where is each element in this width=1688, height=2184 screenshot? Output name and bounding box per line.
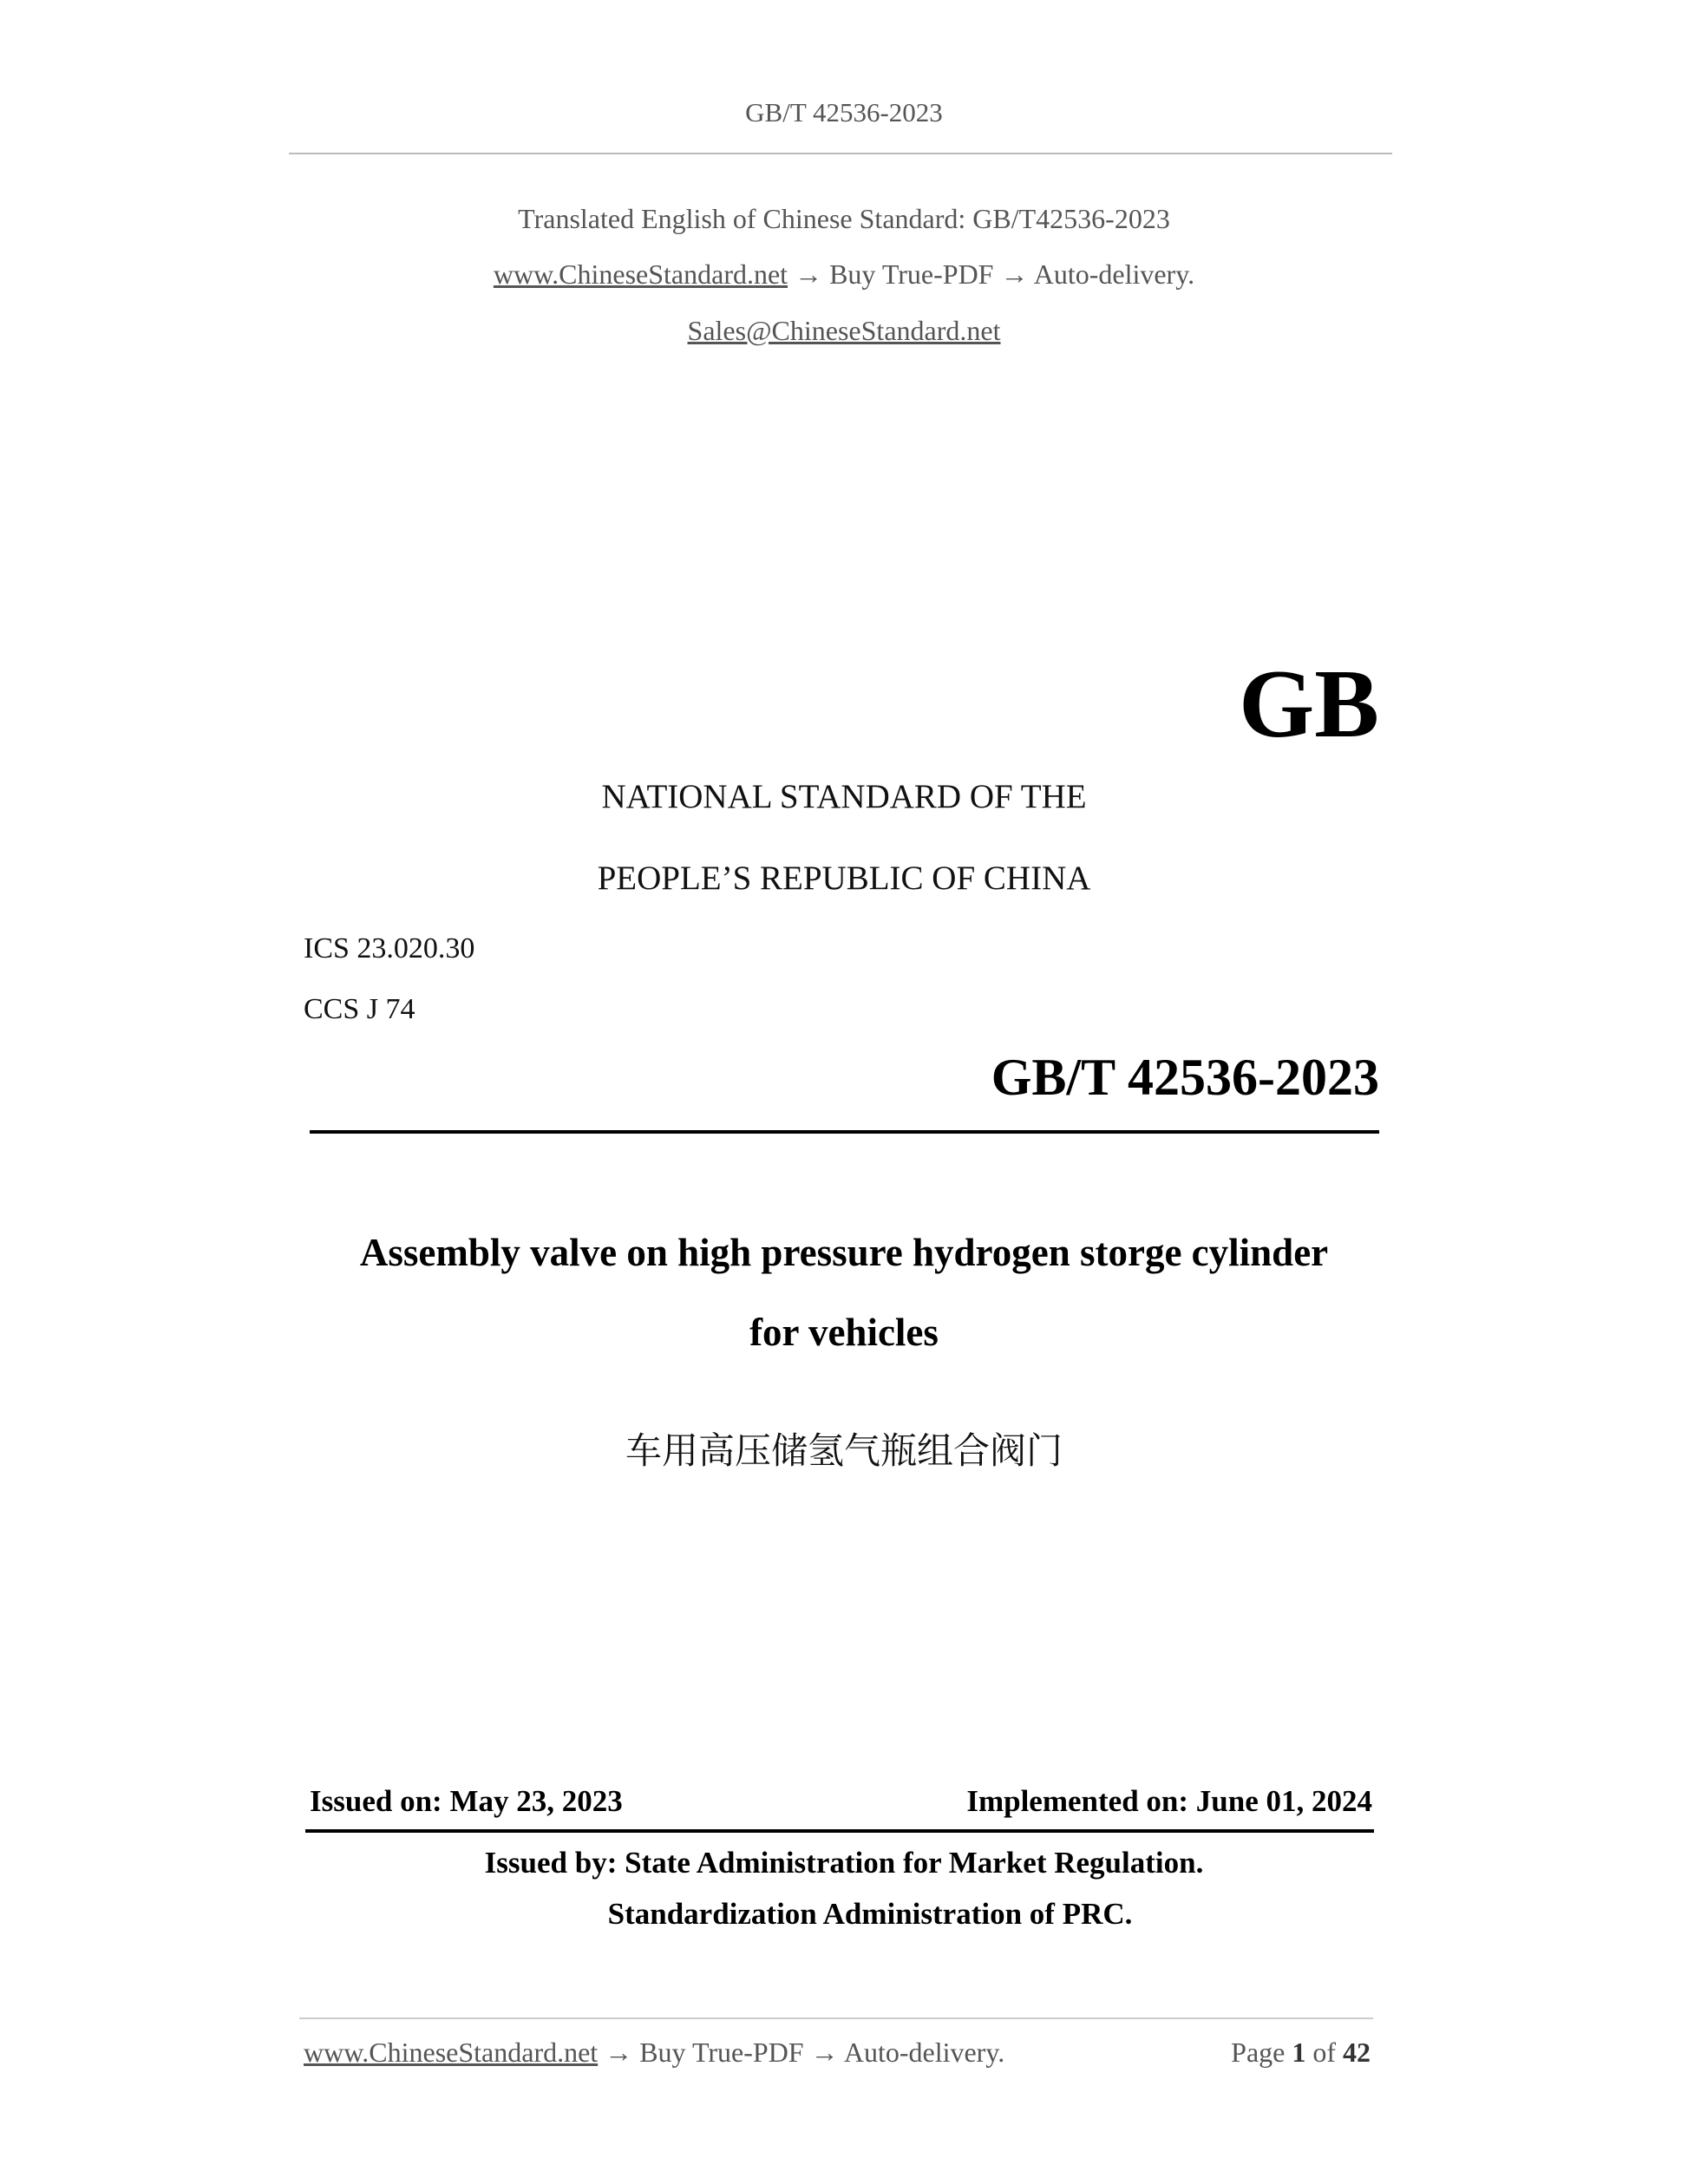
implemented-on: Implemented on: June 01, 2024 xyxy=(966,1784,1372,1818)
ccs-code: CCS J 74 xyxy=(304,993,415,1025)
footer-divider xyxy=(299,2017,1373,2019)
promo-links xyxy=(0,258,1688,291)
national-standard-line1: NATIONAL STANDARD OF THE xyxy=(601,778,1087,815)
dates-divider xyxy=(305,1829,1374,1833)
ics-code: ICS 23.020.30 xyxy=(304,932,475,964)
footer-text: → Buy True-PDF → Auto-delivery. xyxy=(598,2037,1005,2068)
issued-by-line1: Issued by: State Administration for Market Regulation. xyxy=(484,1846,1204,1880)
gb-mark: GB xyxy=(1239,651,1379,758)
header-divider xyxy=(289,153,1392,154)
footer-site-link[interactable]: www.ChineseStandard.net xyxy=(304,2037,599,2068)
issued-by-line2: Standardization Administration of PRC. xyxy=(607,1897,1133,1931)
promo-email xyxy=(0,315,1688,347)
national-standard-line2: PEOPLE’S REPUBLIC OF CHINA xyxy=(597,860,1091,897)
promo-text: → Buy True-PDF → Auto-delivery. xyxy=(788,258,1195,290)
running-header: GB/T 42536-2023 xyxy=(745,97,943,128)
page-total: 42 xyxy=(1343,2037,1371,2068)
page-indicator xyxy=(1231,2037,1371,2069)
of-label: of xyxy=(1312,2037,1336,2068)
email-link[interactable]: Sales@ChineseStandard.net xyxy=(687,315,1001,346)
page-label: Page xyxy=(1231,2037,1286,2068)
english-title-line2: for vehicles xyxy=(749,1311,939,1354)
page-number: 1 xyxy=(1292,2037,1306,2068)
promo-title: Translated English of Chinese Standard: GB/T42536-2023 xyxy=(518,203,1170,234)
site-link[interactable]: www.ChineseStandard.net xyxy=(493,258,788,290)
title-divider xyxy=(310,1130,1379,1134)
chinese-title: 车用高压储氢气瓶组合阀门 xyxy=(625,1429,1063,1472)
standard-number: GB/T 42536-2023 xyxy=(991,1049,1379,1106)
footer-links xyxy=(304,2037,1004,2069)
issued-on: Issued on: May 23, 2023 xyxy=(310,1784,623,1818)
english-title-line1: Assembly valve on high pressure hydrogen storge cylinder xyxy=(359,1231,1329,1274)
